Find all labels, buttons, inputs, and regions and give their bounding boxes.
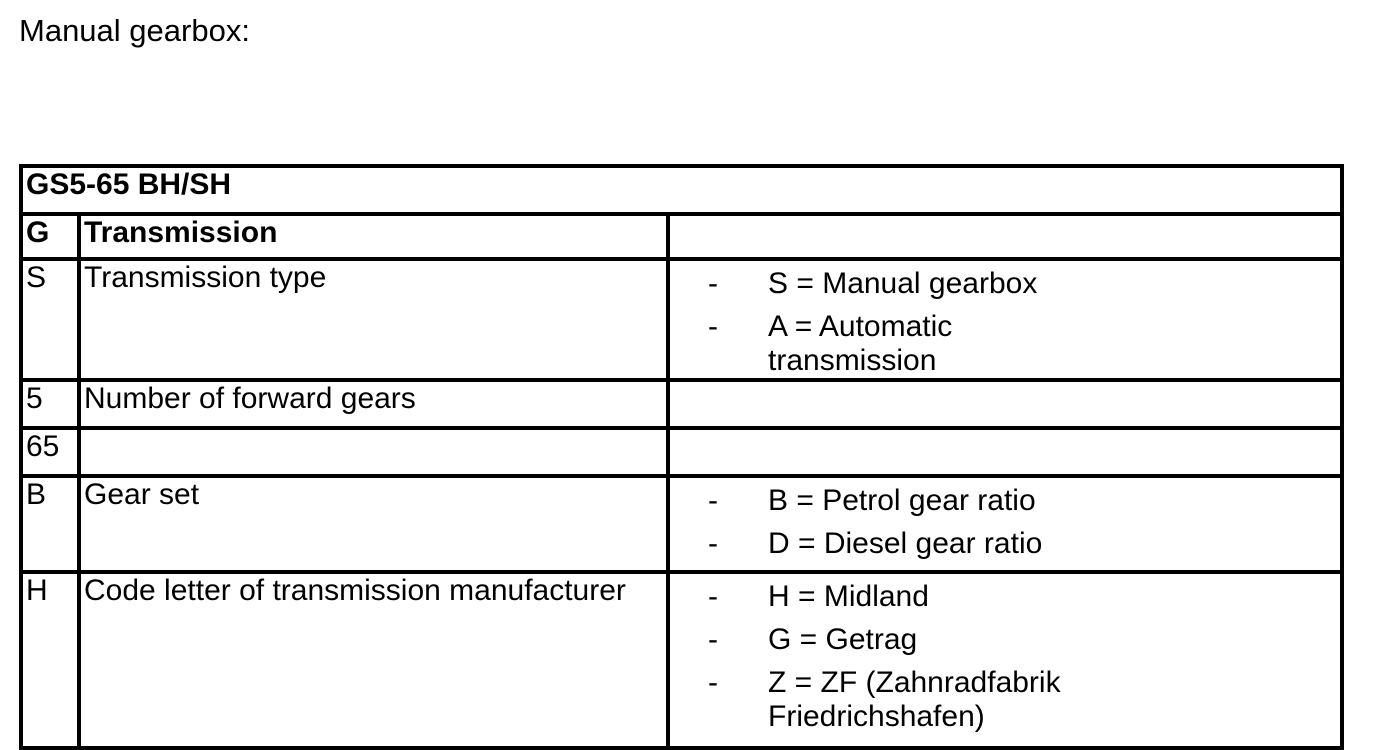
label-cell [79,572,668,748]
table-header-row [21,214,1342,259]
list-item [708,580,1340,614]
bullet-dash: - [708,666,718,699]
option-list [673,574,1340,734]
list-item [708,527,1340,561]
code-cell: 5 [21,380,79,428]
bullet-dash: - [708,527,718,560]
label-cell: Number of forward gears [79,380,668,428]
label-cell [79,428,668,476]
list-item [708,666,1340,734]
option-text: S = Manual gearbox [768,267,1038,300]
options-cell [668,259,1342,380]
options-cell [668,476,1342,572]
options-cell [668,428,1342,476]
label-cell: Gear set [79,476,668,572]
code-cell: H [21,572,79,748]
table-row [21,380,1342,428]
option-text: Z = ZF (Zahnradfabrik Friedrichshafen) [768,666,1061,733]
bullet-dash: - [708,580,718,613]
label-cell: Transmission type [79,259,668,380]
header-options-cell [668,214,1342,259]
gearbox-code-table [19,164,1344,750]
list-item [708,623,1340,657]
bullet-dash: - [708,267,718,300]
table-row [21,572,1342,748]
header-label-cell: Transmission [79,214,668,259]
page-heading: Manual gearbox: [19,13,250,48]
table-row [21,259,1342,380]
list-item [708,267,1340,301]
table-row [21,476,1342,572]
table-row [21,428,1342,476]
option-text: B = Petrol gear ratio [768,484,1036,517]
label-text: Code letter of transmission manufacturer [84,574,626,607]
option-list [673,261,1340,378]
option-text: D = Diesel gear ratio [768,527,1043,560]
table-title-row [21,166,1342,214]
code-cell: B [21,476,79,572]
option-list [673,478,1340,561]
code-cell: 65 [21,428,79,476]
option-text: H = Midland [768,580,929,613]
bullet-dash: - [708,623,718,656]
option-text: A = Automatic transmission [768,310,953,377]
header-code-cell: G [21,214,79,259]
option-text: G = Getrag [768,623,918,656]
options-cell [668,572,1342,748]
bullet-dash: - [708,484,718,517]
list-item [708,310,1340,378]
list-item [708,484,1340,518]
options-cell [668,380,1342,428]
code-cell: S [21,259,79,380]
bullet-dash: - [708,310,718,343]
table-title: GS5-65 BH/SH [21,166,1342,214]
